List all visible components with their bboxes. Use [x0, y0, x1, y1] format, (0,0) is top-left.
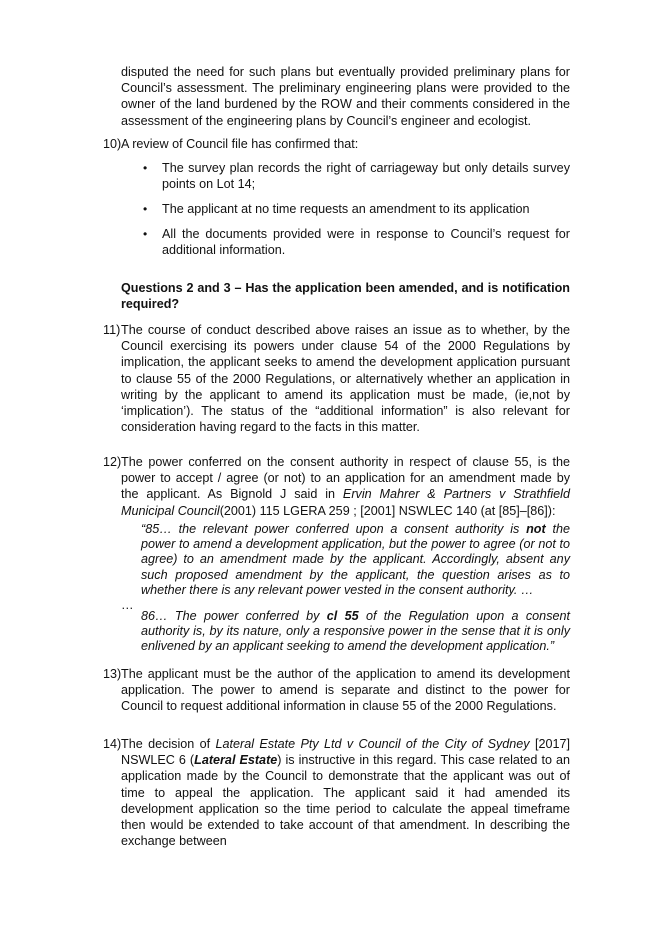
intro-paragraph-text: disputed the need for such plans but eventually provided preliminary plans for Council’s assessment. The preliminary engineering plans were provided to the owner of the land burdened by the ROW and their comments considered in the assessment of the engineering plans by Council’s engineer and ecologist. [121, 65, 570, 128]
paragraph-10-text: A review of Council file has confirmed that: [121, 137, 359, 151]
section-heading: Questions 2 and 3 – Has the application been amended, and is notification required? [121, 281, 570, 312]
bullet-1-symbol: • [143, 161, 148, 175]
bullet-2-symbol: • [143, 202, 148, 216]
quote-86-text-b: of the Regulation upon a consent authority is, by its nature, only a responsive power in the sense that it is only enlivened by an applicant seeking to amend the development application.” [141, 609, 570, 654]
paragraph-10 [121, 136, 570, 152]
quote-ellipsis: … [121, 598, 134, 612]
quote-86-text-a: 86… The power conferred by [141, 609, 327, 623]
paragraph-14-text-b: [2017] NSWLEC 6 ( [121, 737, 570, 768]
paragraph-12-number: 12) [103, 455, 122, 469]
bullet-2-text: The applicant at no time requests an amendment to its application [162, 202, 530, 216]
quote-85-text-b: the power to amend a development application, but the power to agree (or not to agree) to an amendment made by the applicant. Accordingly, absent any such proposed amendment by the applicant, the question arises as to whether there is any relevant power vested in the consent authority. … [141, 522, 570, 597]
paragraph-11-text: The course of conduct described above raises an issue as to whether, by the Council exercising its powers under clause 54 of the 2000 Regulations by implication, the applicant seeks to amend the development application pursuant to clause 55 of the 2000 Regulations, or alternatively whether an application in writing by the applicant to amend its application must be made, (ie,not by ‘implication’). The status of the “additional information” is also relevant for consideration having regard to the facts in this matter. [121, 323, 570, 435]
paragraph-14-text-a: The decision of [121, 737, 216, 751]
bullet-3-symbol: • [143, 227, 148, 241]
intro-paragraph [121, 64, 570, 129]
quote-85 [141, 522, 570, 598]
paragraph-12 [121, 454, 570, 519]
bullet-3-text: All the documents provided were in response to Council’s request for additional information. [162, 227, 570, 258]
case-name-lateral-estate: Lateral Estate Pty Ltd v Council of the City of Sydney [215, 737, 530, 751]
short-name-lateral-estate: Lateral Estate [194, 753, 278, 768]
quote-85-bold: not [526, 522, 546, 536]
paragraph-13 [121, 666, 570, 715]
paragraph-14-text-c: ) is instructive in this regard. This case related to an application made by the Council to demonstrate that the applicant was out of time to appeal the application. The applicant said it had amended its development application so the time period to calculate the appeal timeframe then would be extended to take account of that amendment. In describing the exchange between [121, 753, 570, 849]
paragraph-11 [121, 322, 570, 435]
paragraph-11-number: 11) [103, 323, 121, 337]
quote-85-text-a: “85… the relevant power conferred upon a consent authority is [141, 522, 527, 536]
paragraph-14 [121, 736, 570, 849]
paragraph-12-text-a: The power conferred on the consent authority in respect of clause 55, is the power to accept / agree (or not) to an application for an amendment made by the applicant. As Bignold J said in [121, 455, 570, 502]
case-name-ervin-mahrer: Ervin Mahrer & Partners v Strathfield Municipal Council [121, 487, 570, 518]
paragraph-10-number: 10) [103, 137, 122, 151]
paragraph-14-number: 14) [103, 737, 122, 751]
bullet-1-text: The survey plan records the right of carriageway but only details survey points on Lot 14; [162, 161, 570, 192]
paragraph-13-number: 13) [103, 667, 122, 681]
paragraph-13-text: The applicant must be the author of the application to amend its development application. The power to amend is separate and distinct to the power for Council to request additional information in clause 55 of the 2000 Regulations. [121, 667, 570, 714]
paragraph-12-text-b: (2001) 115 LGERA 259 ; [2001] NSWLEC 140 (at [85]–[86]): [219, 503, 556, 518]
quote-86-bold: cl 55 [326, 609, 359, 623]
quote-86 [141, 609, 570, 655]
